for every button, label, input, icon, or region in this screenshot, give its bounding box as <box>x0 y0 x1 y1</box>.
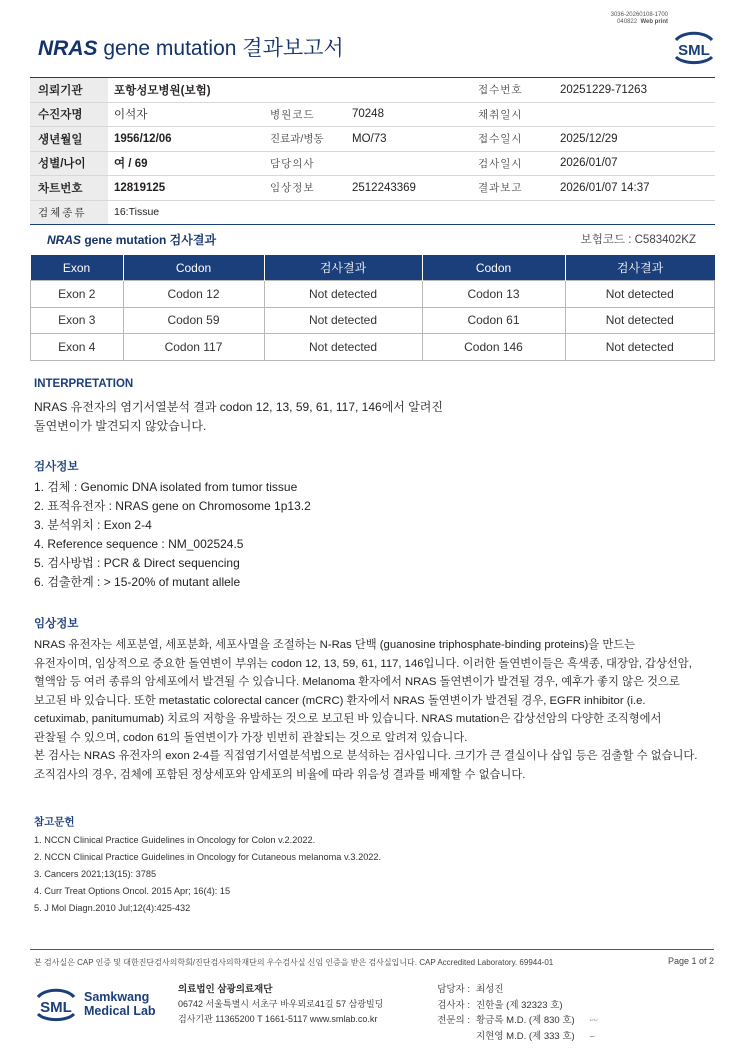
sml-logo-icon <box>34 983 78 1023</box>
staff-row: 검사자 : 진한울 (제 32323 호) <box>437 999 563 1011</box>
insurance-code: 보험코드 : C583402KZ <box>580 234 696 246</box>
list-item: 4. Curr Treat Options Oncol. 2015 Apr; 16(4): 15 <box>34 886 231 896</box>
brand-name: Samkwang Medical Lab <box>84 990 156 1018</box>
info-label: 진료과/병동 <box>264 127 346 152</box>
list-item: 3. Cancers 2021;13(15): 3785 <box>34 869 157 879</box>
table-cell: Not detected <box>565 281 715 308</box>
info-row <box>30 78 715 103</box>
test-info-list <box>34 478 311 592</box>
text-line: cetuximab, panitumumab) 치료의 저항을 유발하는 것으로 보고된 바 있습니다. NRAS mutation은 갑상선암의 다양한 조직형에서 <box>34 713 662 725</box>
list-item: 1. NCCN Clinical Practice Guidelines in Oncology for Colon v.2.2022. <box>34 835 316 845</box>
info-row <box>30 127 715 152</box>
info-value: 12819125 <box>108 176 264 201</box>
info-row <box>30 176 715 201</box>
svg-text:SML: SML <box>678 42 710 59</box>
table-cell: Not detected <box>264 334 422 361</box>
interpretation-text <box>34 398 443 436</box>
info-label: 임상정보 <box>264 176 346 201</box>
table-cell: Codon 117 <box>123 334 264 361</box>
info-label: 결과보고 <box>472 176 554 201</box>
info-value: MO/73 <box>346 127 472 152</box>
test-info-heading: 검사정보 <box>34 461 79 473</box>
info-value: 2026/01/07 <box>554 151 715 176</box>
clinical-info-text <box>34 636 724 784</box>
page-number: Page 1 of 2 <box>667 956 714 966</box>
list-item: 1. 검체 : Genomic DNA isolated from tumor tissue <box>34 480 298 494</box>
info-label: 접수번호 <box>472 78 554 103</box>
table-cell: Not detected <box>565 334 715 361</box>
list-item: 3. 분석위치 : Exon 2-4 <box>34 518 152 532</box>
column-header: Codon <box>422 255 565 281</box>
info-row <box>30 102 715 127</box>
list-item: 4. Reference sequence : NM_002524.5 <box>34 537 244 551</box>
info-label: 병원코드 <box>264 102 346 127</box>
results-title: NRAS gene mutation 검사결과 <box>47 233 217 247</box>
results-header-row <box>31 255 715 281</box>
text-line: 혈액암 등 여러 종류의 암세포에서 발견될 수 있습니다. Melanoma 환자에서 NRAS 돌연변이가 발견될 경우, 예후가 좋지 않은 것으로 <box>34 676 680 688</box>
table-cell: Codon 61 <box>422 307 565 334</box>
text-line: NRAS 유전자는 세포분열, 세포분화, 세포사멸을 조절하는 N-Ras 단백 (guanosine triphosphate-binding proteins)을 만드는 <box>34 639 636 651</box>
list-item: 6. 검출한계 : > 15-20% of mutant allele <box>34 575 241 589</box>
clinical-info-heading: 임상정보 <box>34 618 79 630</box>
list-item: 5. 검사방법 : PCR & Direct sequencing <box>34 556 240 570</box>
table-cell: Exon 4 <box>31 334 124 361</box>
info-value: 이석자 <box>108 102 264 127</box>
info-value <box>346 151 472 176</box>
text-line: 조직검사의 경우, 검체에 포함된 정상세포와 암세포의 비율에 따라 위음성 결과를 배제할 수 없습니다. <box>34 768 526 781</box>
table-cell: Codon 59 <box>123 307 264 334</box>
table-cell: Codon 146 <box>422 334 565 361</box>
info-value: 20251229-71263 <box>554 78 715 103</box>
table-cell: Not detected <box>264 281 422 308</box>
page-title: NRAS gene mutation 결과보고서 <box>38 37 344 60</box>
info-value: 여 / 69 <box>108 151 264 176</box>
info-label: 생년월일 <box>30 127 108 152</box>
info-value: 2025/12/29 <box>554 127 715 152</box>
staff-row: 전문의 : 황금록 M.D. (제 830 호) 〰 <box>424 1013 597 1029</box>
text-line: 유전자이며, 임상적으로 중요한 돌연변이 부위는 codon 12, 13, 59, 61, 117, 146입니다. 이러한 돌연변이들은 흑색종, 대장암, 갑상선암, <box>34 657 692 670</box>
text-line: 돌연변이가 발견되지 않았습니다. <box>34 419 207 433</box>
info-value <box>554 102 715 127</box>
table-cell: Not detected <box>264 307 422 334</box>
table-cell: Exon 2 <box>31 281 124 308</box>
svg-text:SML: SML <box>40 999 72 1016</box>
table-cell: Codon 12 <box>123 281 264 308</box>
staff-row: 지현영 M.D. (제 333 호) ∽ <box>424 1029 597 1045</box>
info-label: 검체종류 <box>30 200 108 225</box>
column-header: Exon <box>31 255 124 281</box>
document-id: 3036-20260108-1700 040822 Web print <box>610 12 668 25</box>
text-line: 보고된 바 있습니다. 또한 metastatic colorectal cancer (mCRC) 환자에서 NRAS 돌연변이가 발견될 경우, EGFR inhibitor (i.e. <box>34 694 646 707</box>
table-row <box>31 307 715 334</box>
text-line: NRAS 유전자의 염기서열분석 결과 codon 12, 13, 59, 61, 117, 146에서 알려진 <box>34 400 443 414</box>
info-label: 수진자명 <box>30 102 108 127</box>
info-label: 성별/나이 <box>30 151 108 176</box>
results-table <box>30 255 715 361</box>
list-item: 2. NCCN Clinical Practice Guidelines in Oncology for Cutaneous melanoma v.3.2022. <box>34 852 382 862</box>
text-line: 본 검사는 NRAS 유전자의 exon 2-4를 직접염기서열분석법으로 분석하는 검사입니다. 크기가 큰 결실이나 삽입 등은 검출할 수 없습니다. <box>34 750 698 762</box>
info-label: 차트번호 <box>30 176 108 201</box>
info-label: 검사일시 <box>472 151 554 176</box>
signature-icon: ∽ <box>588 1031 596 1041</box>
info-value: 1956/12/06 <box>108 127 264 152</box>
sml-logo-icon <box>672 26 716 66</box>
references-heading: 참고문헌 <box>34 816 75 828</box>
info-label: 의뢰기관 <box>30 78 108 103</box>
accreditation-note: 본 검사실은 CAP 인증 및 대한진단검사의학회/진단검사의학재단의 우수검사실 신임 인증을 받은 검사실입니다. CAP Accredited Laboratory. 69944-01 <box>34 958 554 967</box>
list-item: 5. J Mol Diagn.2010 Jul;12(4):425-432 <box>34 903 191 913</box>
info-label: 채취일시 <box>472 102 554 127</box>
staff-row: 담당자 : 최성진 <box>437 984 504 995</box>
table-cell: Not detected <box>565 307 715 334</box>
info-value: 2026/01/07 14:37 <box>554 176 715 201</box>
info-value: 16:Tissue <box>108 200 715 225</box>
column-header: Codon <box>123 255 264 281</box>
staff-list <box>424 982 597 1044</box>
info-row <box>30 151 715 176</box>
info-row <box>30 200 715 225</box>
table-cell: Exon 3 <box>31 307 124 334</box>
info-value: 포항성모병원(보험) <box>108 78 472 103</box>
info-label: 접수일시 <box>472 127 554 152</box>
table-row <box>31 334 715 361</box>
info-label: 담당의사 <box>264 151 346 176</box>
table-row <box>31 281 715 308</box>
footer-divider <box>30 949 714 950</box>
info-value: 70248 <box>346 102 472 127</box>
table-cell: Codon 13 <box>422 281 565 308</box>
list-item: 2. 표적유전자 : NRAS gene on Chromosome 1p13.2 <box>34 499 311 513</box>
interpretation-heading: INTERPRETATION <box>34 378 134 390</box>
patient-info-table <box>30 77 715 225</box>
info-value: 2512243369 <box>346 176 472 201</box>
references-list <box>34 832 381 917</box>
column-header: 검사결과 <box>565 255 715 281</box>
signature-icon: 〰 <box>588 1016 597 1025</box>
text-line: 관찰될 수 있으며, codon 61의 돌연변이가 가장 빈번히 관찰되는 것으로 알려져 있습니다. <box>34 731 468 744</box>
column-header: 검사결과 <box>264 255 422 281</box>
organization-info: 의료법인 삼광의료재단 06742 서울특별시 서초구 바우뫼로41길 57 삼광빌딩 검사기관 11365200 T 1661-5117 www.smlab.co.kr <box>178 984 384 1024</box>
